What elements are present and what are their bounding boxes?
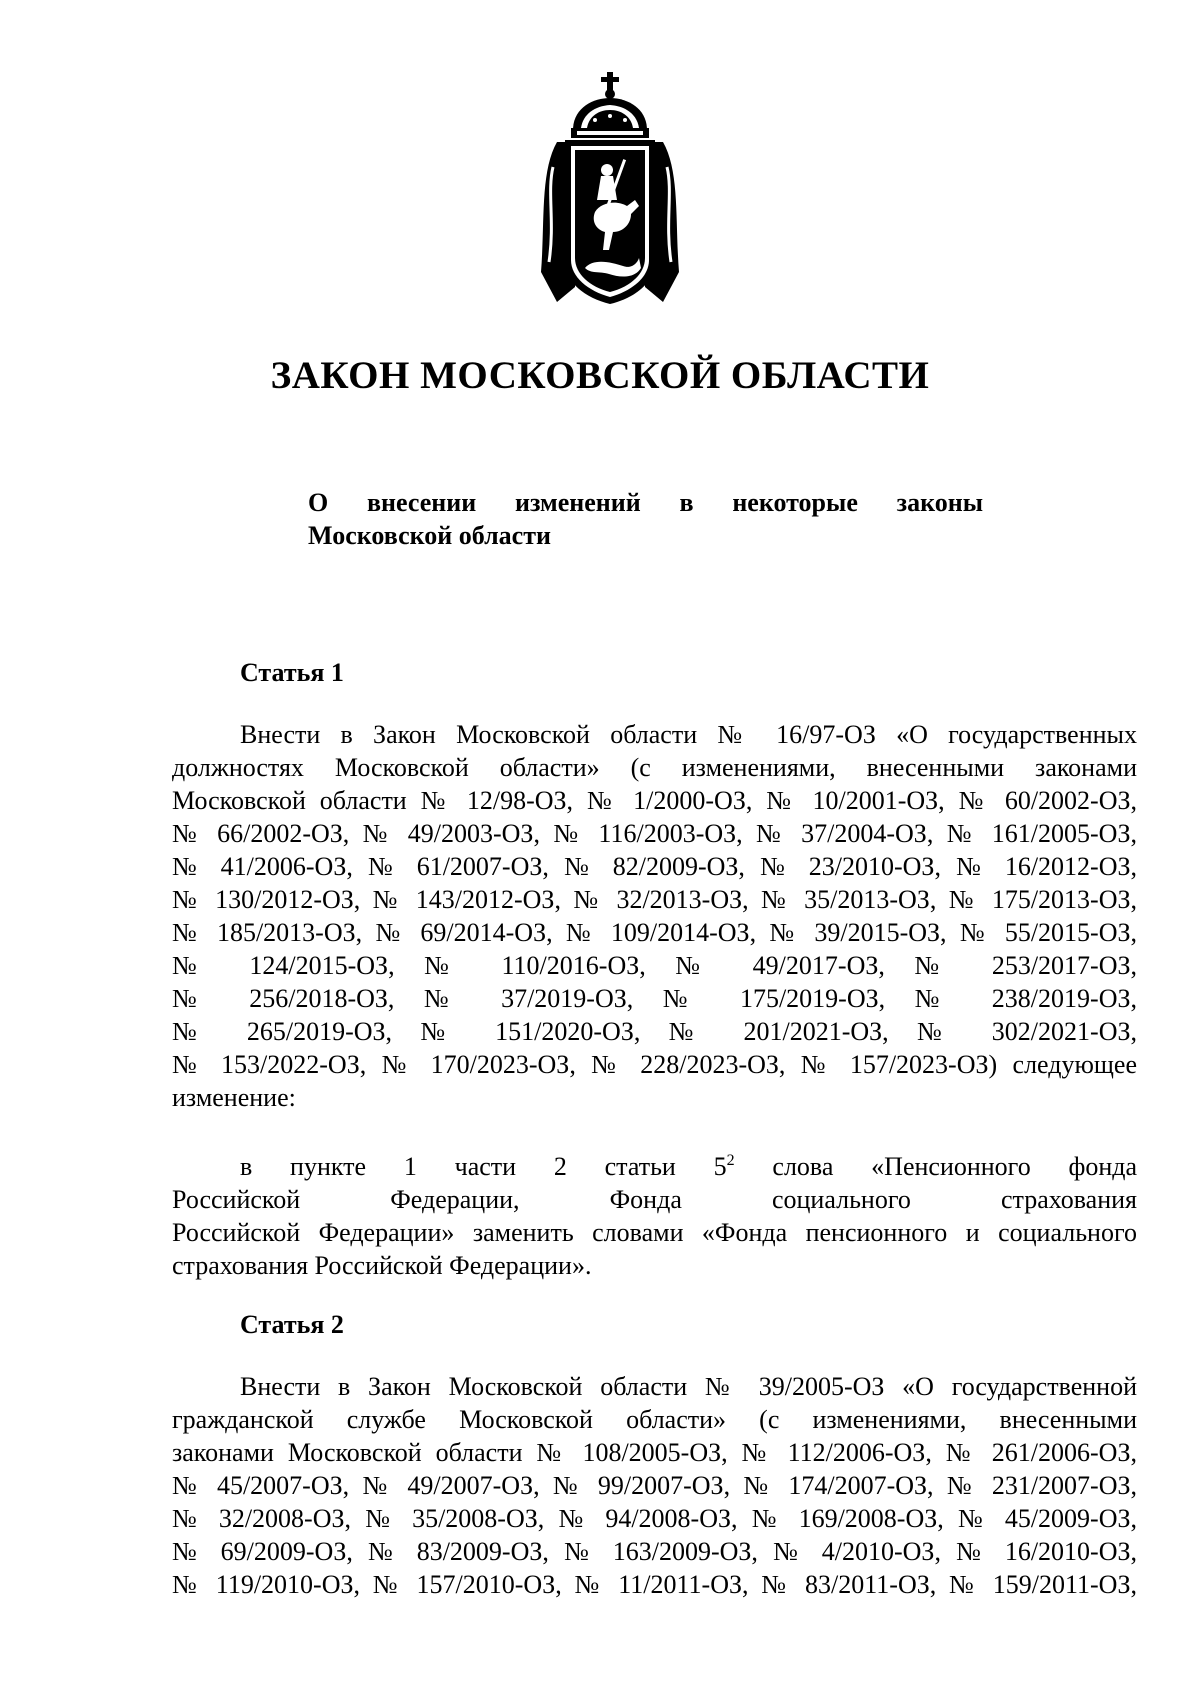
article-1-heading: Статья 1 (240, 658, 344, 687)
paragraph-line: должностях Московской области» (с изменениями, внесенными законами (172, 753, 1137, 782)
paragraph-line: законами Московской области № 108/2005-ОЗ, № 112/2006-ОЗ, № 261/2006-ОЗ, (172, 1438, 1137, 1467)
paragraph-line: гражданской службе Московской области» (с изменениями, внесенными (172, 1405, 1137, 1434)
paragraph-line: № 130/2012-ОЗ, № 143/2012-ОЗ, № 32/2013-ОЗ, № 35/2013-ОЗ, № 175/2013-ОЗ, (172, 885, 1137, 914)
article-2-heading: Статья 2 (240, 1310, 344, 1339)
paragraph-line: № 153/2022-ОЗ, № 170/2023-ОЗ, № 228/2023-ОЗ, № 157/2023-ОЗ) следующее (172, 1050, 1137, 1079)
article-2-intro-paragraph (172, 1370, 1137, 1601)
document-subtitle (308, 486, 983, 552)
paragraph-line (172, 1150, 1137, 1183)
paragraph-line: № 119/2010-ОЗ, № 157/2010-ОЗ, № 11/2011-ОЗ, № 83/2011-ОЗ, № 159/2011-ОЗ, (172, 1570, 1137, 1599)
change-text-before-superscript: в пункте 1 части 2 статьи 5 (240, 1152, 727, 1181)
change-text-after-superscript: слова «Пенсионного фонда (734, 1152, 1138, 1181)
paragraph-line: изменение: (172, 1083, 296, 1112)
paragraph-line: № 32/2008-ОЗ, № 35/2008-ОЗ, № 94/2008-ОЗ, № 169/2008-ОЗ, № 45/2009-ОЗ, (172, 1504, 1137, 1533)
paragraph-line: Внести в Закон Московской области № 39/2005-ОЗ «О государственной (240, 1372, 1137, 1401)
moscow-oblast-coat-of-arms-icon (535, 72, 685, 310)
paragraph-line: страхования Российской Федерации». (172, 1251, 592, 1280)
paragraph-line: № 66/2002-ОЗ, № 49/2003-ОЗ, № 116/2003-ОЗ, № 37/2004-ОЗ, № 161/2005-ОЗ, (172, 819, 1137, 848)
paragraph-line: № 45/2007-ОЗ, № 49/2007-ОЗ, № 99/2007-ОЗ, № 174/2007-ОЗ, № 231/2007-ОЗ, (172, 1471, 1137, 1500)
document-title: ЗАКОН МОСКОВСКОЙ ОБЛАСТИ (270, 354, 930, 397)
paragraph-line: № 185/2013-ОЗ, № 69/2014-ОЗ, № 109/2014-ОЗ, № 39/2015-ОЗ, № 55/2015-ОЗ, (172, 918, 1137, 947)
article-1-intro-paragraph (172, 718, 1137, 1114)
paragraph-line: Московской области № 12/98-ОЗ, № 1/2000-ОЗ, № 10/2001-ОЗ, № 60/2002-ОЗ, (172, 786, 1137, 815)
superscript-number: 2 (726, 1152, 735, 1169)
subtitle-line-2: Московской области (308, 521, 551, 550)
paragraph-line: № 256/2018-ОЗ, № 37/2019-ОЗ, № 175/2019-ОЗ, № 238/2019-ОЗ, (172, 984, 1137, 1013)
paragraph-line: № 124/2015-ОЗ, № 110/2016-ОЗ, № 49/2017-ОЗ, № 253/2017-ОЗ, (172, 951, 1137, 980)
paragraph-line: № 69/2009-ОЗ, № 83/2009-ОЗ, № 163/2009-ОЗ, № 4/2010-ОЗ, № 16/2010-ОЗ, (172, 1537, 1137, 1566)
paragraph-line: № 265/2019-ОЗ, № 151/2020-ОЗ, № 201/2021-ОЗ, № 302/2021-ОЗ, (172, 1017, 1137, 1046)
paragraph-line: Российской Федерации» заменить словами «Фонда пенсионного и социального (172, 1218, 1137, 1247)
paragraph-line: Внести в Закон Московской области № 16/97-ОЗ «О государственных (240, 720, 1137, 749)
paragraph-line: № 41/2006-ОЗ, № 61/2007-ОЗ, № 82/2009-ОЗ, № 23/2010-ОЗ, № 16/2012-ОЗ, (172, 852, 1137, 881)
paragraph-line: Российской Федерации, Фонда социального страхования (172, 1185, 1137, 1214)
subtitle-line-1: О внесении изменений в некоторые законы (308, 488, 983, 517)
article-1-change-paragraph (172, 1150, 1137, 1282)
